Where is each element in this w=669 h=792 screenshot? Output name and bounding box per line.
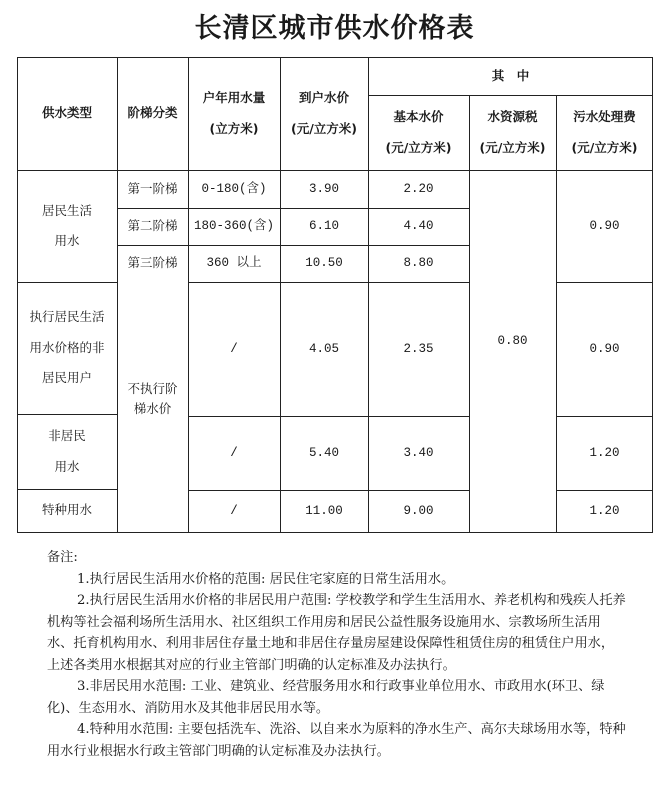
resource-tax-shared-cell (469, 170, 556, 533)
cell-text: 5.40 (308, 445, 339, 460)
header-label: 水资源税 (487, 109, 538, 124)
cell-text: 用水 (54, 458, 80, 474)
cell-text: 1.20 (589, 445, 620, 460)
header-unit: (元/立方米) (385, 139, 452, 155)
header-unit: (元/立方米) (291, 120, 357, 136)
header-label: 供水类型 (41, 105, 92, 121)
table-row-tier2-tier (117, 208, 188, 245)
cell-text: 0.90 (589, 218, 620, 233)
table-row-4-delivered (280, 282, 368, 416)
table-row-special-type (17, 489, 117, 532)
table-row-6-volume (188, 490, 280, 532)
table-row-5-sewage (556, 416, 653, 490)
table-row-4-sewage (556, 282, 653, 416)
cell-text: 特种用水 (41, 502, 92, 518)
header-unit: (元/立方米) (571, 139, 638, 155)
cell-text: 2.35 (403, 341, 434, 356)
non-tiered-cell (117, 282, 188, 532)
cell-text: 非居民 (48, 428, 86, 443)
table-row-tier1-volume (188, 170, 280, 208)
note-item: 3.非居民用水范围: 工业、建筑业、经营服务用水和行政事业单位用水、市政用水(环卫、绿化)、生态用水、消防用水及其他非居民用水等。 (47, 679, 605, 716)
cell-text: 第三阶梯 (127, 255, 178, 271)
header-basic-price (368, 95, 469, 170)
table-row-tier3-tier (117, 245, 188, 282)
cell-text: 梯水价 (133, 401, 172, 416)
note-item: 4.特种用水范围: 主要包括洗车、洗浴、以自来水为原料的净水生产、高尔夫球场用水等，特种用水行业根据水行政主管部门明确的认定标准及办法执行。 (47, 722, 626, 759)
table-row-tier1-tier (117, 170, 188, 208)
cell-text: 0.90 (589, 341, 620, 356)
cell-text: / (230, 341, 238, 356)
header-label: 户年用水量 (202, 90, 266, 105)
table-row-6-basic (368, 490, 469, 532)
residential-sewage-cell (556, 170, 653, 282)
header-annual-volume (188, 57, 280, 170)
table-row-4-basic (368, 282, 469, 416)
residential-type-cell (17, 170, 117, 282)
header-delivered-price (280, 57, 368, 170)
table-border-bottom (17, 532, 653, 533)
header-label: 基本水价 (393, 109, 444, 124)
cell-text: 2.20 (403, 181, 434, 196)
header-unit: (立方米) (209, 120, 259, 136)
table-row-nonres-residential-price-type (17, 282, 117, 414)
table-row-nonres-type (17, 414, 117, 489)
table-row-5-basic (368, 416, 469, 490)
table-row-tier1-delivered (280, 170, 368, 208)
table-row-tier3-delivered (280, 245, 368, 282)
cell-text: 用水价格的非 (29, 339, 105, 355)
cell-text: 1.20 (589, 503, 620, 518)
cell-text: 6.10 (308, 219, 339, 234)
cell-text: 3.40 (403, 445, 434, 460)
table-row-5-volume (188, 416, 280, 490)
cell-text: 第二阶梯 (127, 218, 178, 234)
notes-heading: 备注: (47, 550, 78, 565)
table-row-tier3-volume (188, 245, 280, 282)
header-label: 污水处理费 (573, 109, 636, 124)
cell-text: 4.05 (308, 341, 339, 356)
cell-text: 11.00 (305, 503, 343, 518)
table-row-tier1-basic (368, 170, 469, 208)
note-item: 2.执行居民生活用水价格的非居民用户范围: 学校教学和学生生活用水、养老机构和残疾人托养机构等社会福利场所生活用水、社区组织工作用房和居民公益性服务设施用水、宗教场所生活用水、托育机构用水、利用非居住存量土地和非居住存量房屋建设保障性租赁住房的租赁住户用水，上述各类用水根据其对应的行业主管部门明确的认定标准及办法执行。 (47, 593, 626, 673)
cell-text: 执行居民生活 (29, 309, 105, 325)
cell-text: 180-360(含) (193, 219, 274, 234)
cell-text: 居民用户 (41, 370, 92, 386)
header-resource-tax (469, 95, 556, 170)
note-item: 1.执行居民生活用水价格的范围: 居民住宅家庭的日常生活用水。 (77, 571, 455, 587)
cell-text: 3.90 (308, 181, 339, 196)
table-row-tier3-basic (368, 245, 469, 282)
table-row-5-delivered (280, 416, 368, 490)
cell-text: 第一阶梯 (127, 180, 178, 196)
header-label: 到户水价 (298, 90, 349, 105)
header-label: 其 中 (491, 67, 530, 83)
table-row-tier2-volume (188, 208, 280, 245)
cell-text: 居民生活 (41, 202, 92, 218)
table-row-tier2-basic (368, 208, 469, 245)
table-row-4-volume (188, 282, 280, 416)
table-row-6-delivered (280, 490, 368, 532)
cell-text: 9.00 (403, 503, 434, 518)
page-title: 长清区城市供水价格表 (194, 13, 475, 44)
cell-text: 0-180(含) (201, 181, 267, 196)
header-sewage-fee (556, 95, 653, 170)
header-tier-class (117, 57, 188, 170)
cell-text: 4.40 (403, 219, 434, 234)
table-row-6-sewage (556, 490, 653, 532)
header-of-which (368, 57, 653, 95)
cell-text: 不执行阶 (127, 380, 178, 396)
notes-section (47, 547, 627, 762)
header-label: 阶梯分类 (127, 105, 178, 121)
cell-text: 0.80 (497, 334, 528, 349)
cell-text: 10.50 (305, 256, 343, 271)
cell-text: / (230, 503, 238, 518)
cell-text: / (230, 445, 238, 460)
cell-text: 8.80 (403, 256, 434, 271)
cell-text: 360 以上 (206, 256, 262, 271)
header-unit: (元/立方米) (479, 139, 546, 155)
cell-text: 用水 (54, 233, 80, 248)
header-supply-type (17, 57, 117, 170)
table-row-tier2-delivered (280, 208, 368, 245)
